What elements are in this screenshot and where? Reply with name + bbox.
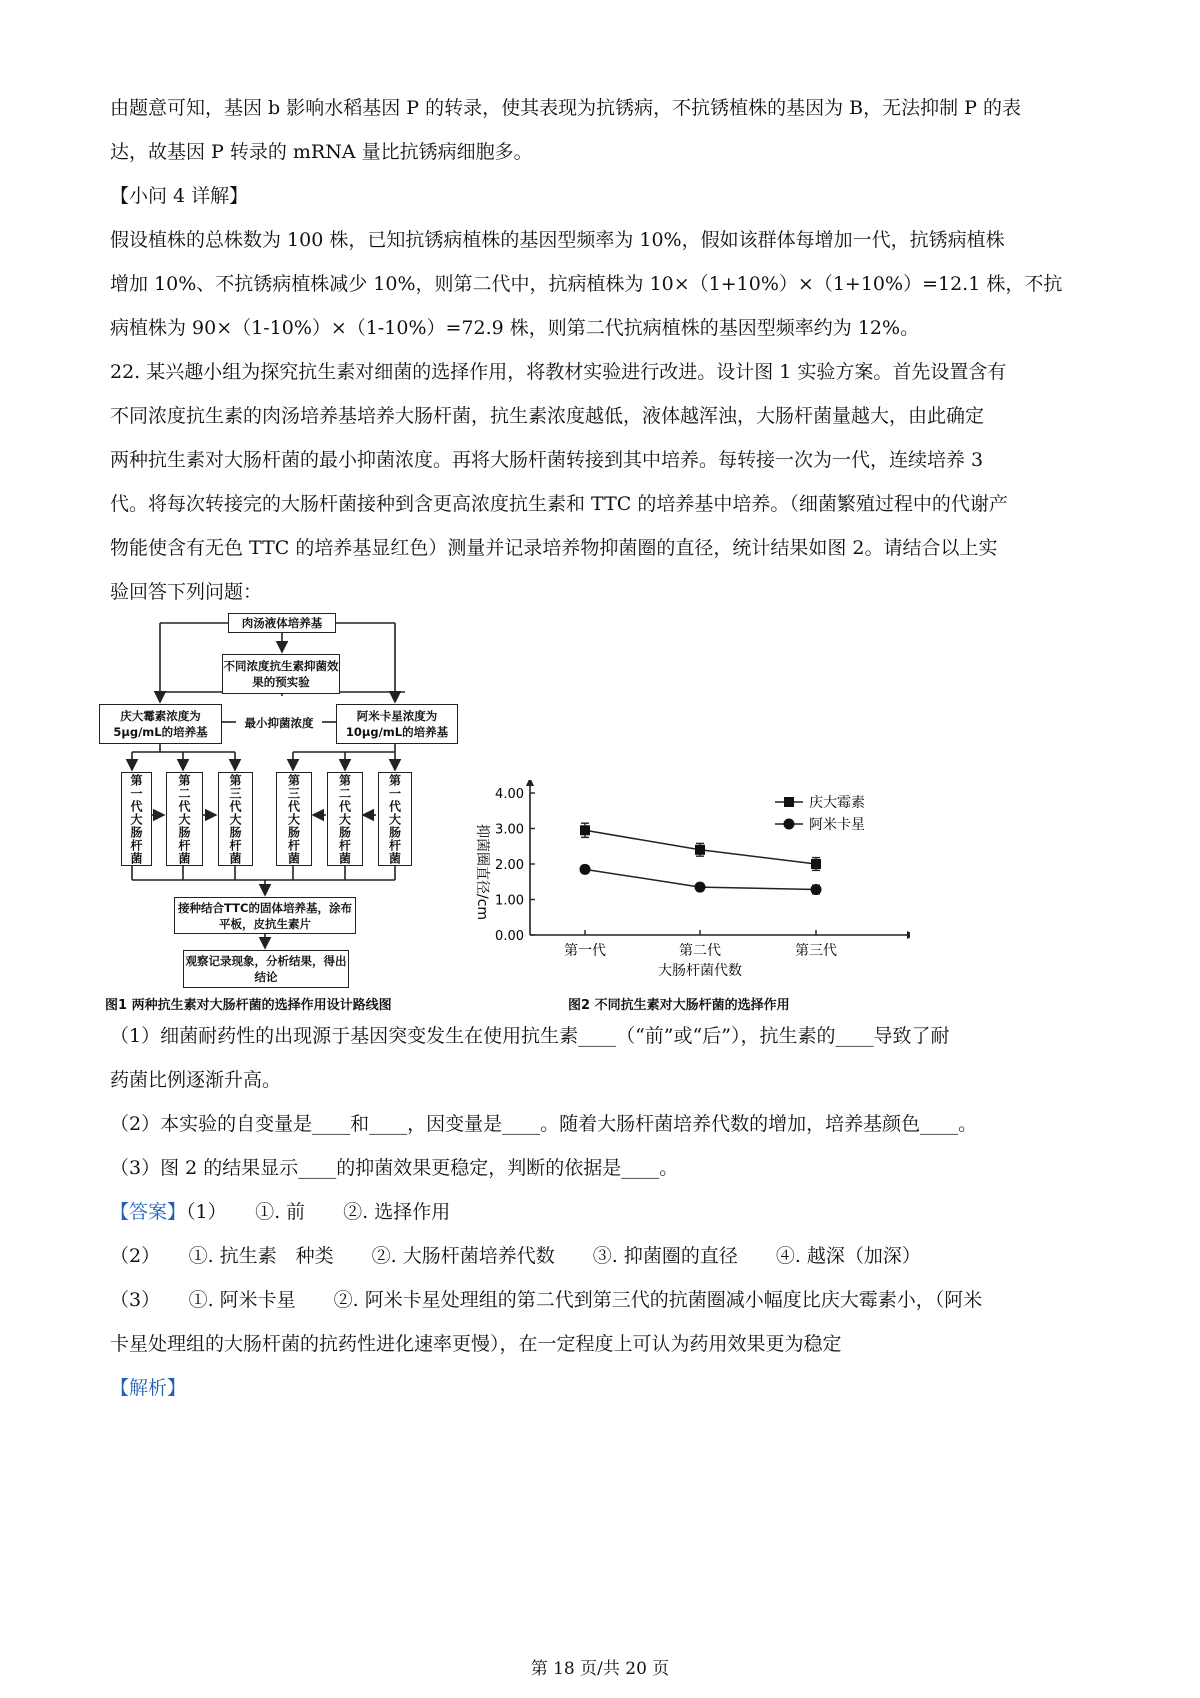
flow-node-gen2-left: 第二代大肠杆菌 <box>166 772 203 866</box>
text-line: 达，故基因 P 转录的 mRNA 量比抗锈病细胞多。 <box>110 141 533 163</box>
answer-1-text: （1） ①. 前 ②. 选择作用 <box>186 1201 451 1223</box>
figure-1-caption: 图1 两种抗生素对大肠杆菌的选择作用设计路线图 <box>105 998 392 1013</box>
y-axis-arrow <box>526 780 534 786</box>
y-tick-label: 4.00 <box>495 787 524 802</box>
chart-svg <box>470 780 910 995</box>
flow-node-inoculate: 接种结合TTC的固体培养基，涂布平板，皮抗生素片 <box>174 897 356 934</box>
text-line: 增加 10%、不抗锈病植株减少 10%，则第二代中，抗病植株为 10×（1+10%）×（1+10%）=12.1 株，不抗 <box>110 273 1063 295</box>
x-axis-label: 大肠杆菌代数 <box>658 963 742 979</box>
legend-marker-circle <box>784 819 795 830</box>
x-axis-arrow <box>907 931 910 939</box>
answer-line-3: （3） ①. 阿米卡星 ②. 阿米卡星处理组的第二代到第三代的抗菌圈减小幅度比庆大霉素小，（阿米 <box>110 1289 983 1311</box>
y-tick-label: 2.00 <box>495 858 524 873</box>
y-tick-label: 0.00 <box>495 929 524 944</box>
flow-node-gen3-right: 第三代大肠杆菌 <box>276 772 312 866</box>
answer-line-2: （2） ①. 抗生素 种类 ②. 大肠杆菌培养代数 ③. 抑菌圈的直径 ④. 越深（加深） <box>110 1245 921 1267</box>
legend-label: 阿米卡星 <box>809 817 865 833</box>
x-tick-label: 第二代 <box>679 943 721 959</box>
flow-node-gen1-right: 第一代大肠杆菌 <box>378 772 412 866</box>
y-axis-label: 抑菌圈直径/cm <box>474 824 490 921</box>
flow-node-broth: 肉汤液体培养基 <box>228 613 336 633</box>
x-tick-label: 第一代 <box>564 943 606 959</box>
x-tick-label: 第三代 <box>795 943 837 959</box>
y-tick-label: 3.00 <box>495 822 524 838</box>
question-line: 不同浓度抗生素的肉汤培养基培养大肠杆菌，抗生素浓度越低，液体越浑浊，大肠杆菌量越大，由此确定 <box>110 405 985 427</box>
flow-node-gen3-left: 第三代大肠杆菌 <box>218 772 253 866</box>
answer-label: 【答案】 <box>110 1201 187 1223</box>
data-point-circle <box>695 882 706 893</box>
question-line: 22. 某兴趣小组为探究抗生素对细菌的选择作用，将教材实验进行改进。设计图 1 实验方案。首先设置含有 <box>110 361 1007 383</box>
question-line: 物能使含有无色 TTC 的培养基显红色）测量并记录培养物抑菌圈的直径，统计结果如图 2。请结合以上实 <box>110 537 998 559</box>
section-heading: 【小问 4 详解】 <box>110 185 249 207</box>
answer-line-1 <box>110 1190 1100 1234</box>
question-line: 代。将每次转接完的大肠杆菌接种到含更高浓度抗生素和 TTC 的培养基中培养。（细菌繁殖过程中的代谢产 <box>110 493 1008 515</box>
flow-node-amikacin-medium: 阿米卡星浓度为10μg/mL的培养基 <box>336 704 458 744</box>
question-line: 验回答下列问题： <box>110 581 263 603</box>
figure-2-caption: 图2 不同抗生素对大肠杆菌的选择作用 <box>568 998 790 1013</box>
answer-line-3-cont: 卡星处理组的大肠杆菌的抗药性进化速率更慢），在一定程度上可认为药用效果更为稳定 <box>110 1333 842 1355</box>
data-point-square <box>811 859 821 869</box>
legend-marker-square <box>784 797 794 807</box>
legend-label: 庆大霉素 <box>809 795 865 811</box>
subquestion-3: （3）图 2 的结果显示____的抑菌效果更稳定，判断的依据是____。 <box>110 1157 679 1179</box>
flow-node-gentamicin-medium: 庆大霉素浓度为5μg/mL的培养基 <box>99 704 222 744</box>
data-point-circle <box>811 884 822 895</box>
subquestion-2: （2）本实验的自变量是____和____，因变量是____。随着大肠杆菌培养代数的增加，培养基颜色____。 <box>110 1113 978 1135</box>
flow-label-mic: 最小抑菌浓度 <box>236 714 322 732</box>
subquestion-1: （1）细菌耐药性的出现源于基因突变发生在使用抗生素____（“前”或“后”），抗生素的____导致了耐 <box>110 1025 950 1047</box>
page-footer: 第 18 页/共 20 页 <box>530 1659 670 1679</box>
text-line: 由题意可知，基因 b 影响水稻基因 P 的转录，使其表现为抗锈病，不抗锈植株的基因为 B，无法抑制 P 的表 <box>110 97 1021 119</box>
flow-node-gen2-right: 第二代大肠杆菌 <box>327 772 363 866</box>
analysis-label: 【解析】 <box>110 1377 187 1399</box>
y-tick-label: 1.00 <box>495 893 524 909</box>
flow-node-gen1-left: 第一代大肠杆菌 <box>121 772 152 866</box>
text-line: 病植株为 90×（1-10%）×（1-10%）=72.9 株，则第二代抗病植株的基因型频率约为 12%。 <box>110 317 920 339</box>
text-line: 假设植株的总株数为 100 株，已知抗锈病植株的基因型频率为 10%，假如该群体每增加一代，抗锈病植株 <box>110 229 1005 251</box>
data-point-square <box>580 825 590 835</box>
data-point-circle <box>580 864 591 875</box>
data-point-square <box>695 845 705 855</box>
question-line: 两种抗生素对大肠杆菌的最小抑菌浓度。再将大肠杆菌转接到其中培养。每转接一次为一代，连续培养 3 <box>110 449 984 471</box>
subquestion-1-cont: 药菌比例逐渐升高。 <box>110 1069 282 1091</box>
flow-node-preexperiment: 不同浓度抗生素抑菌效果的预实验 <box>222 654 340 694</box>
flow-node-observe: 观察记录现象，分析结果，得出结论 <box>183 950 349 988</box>
